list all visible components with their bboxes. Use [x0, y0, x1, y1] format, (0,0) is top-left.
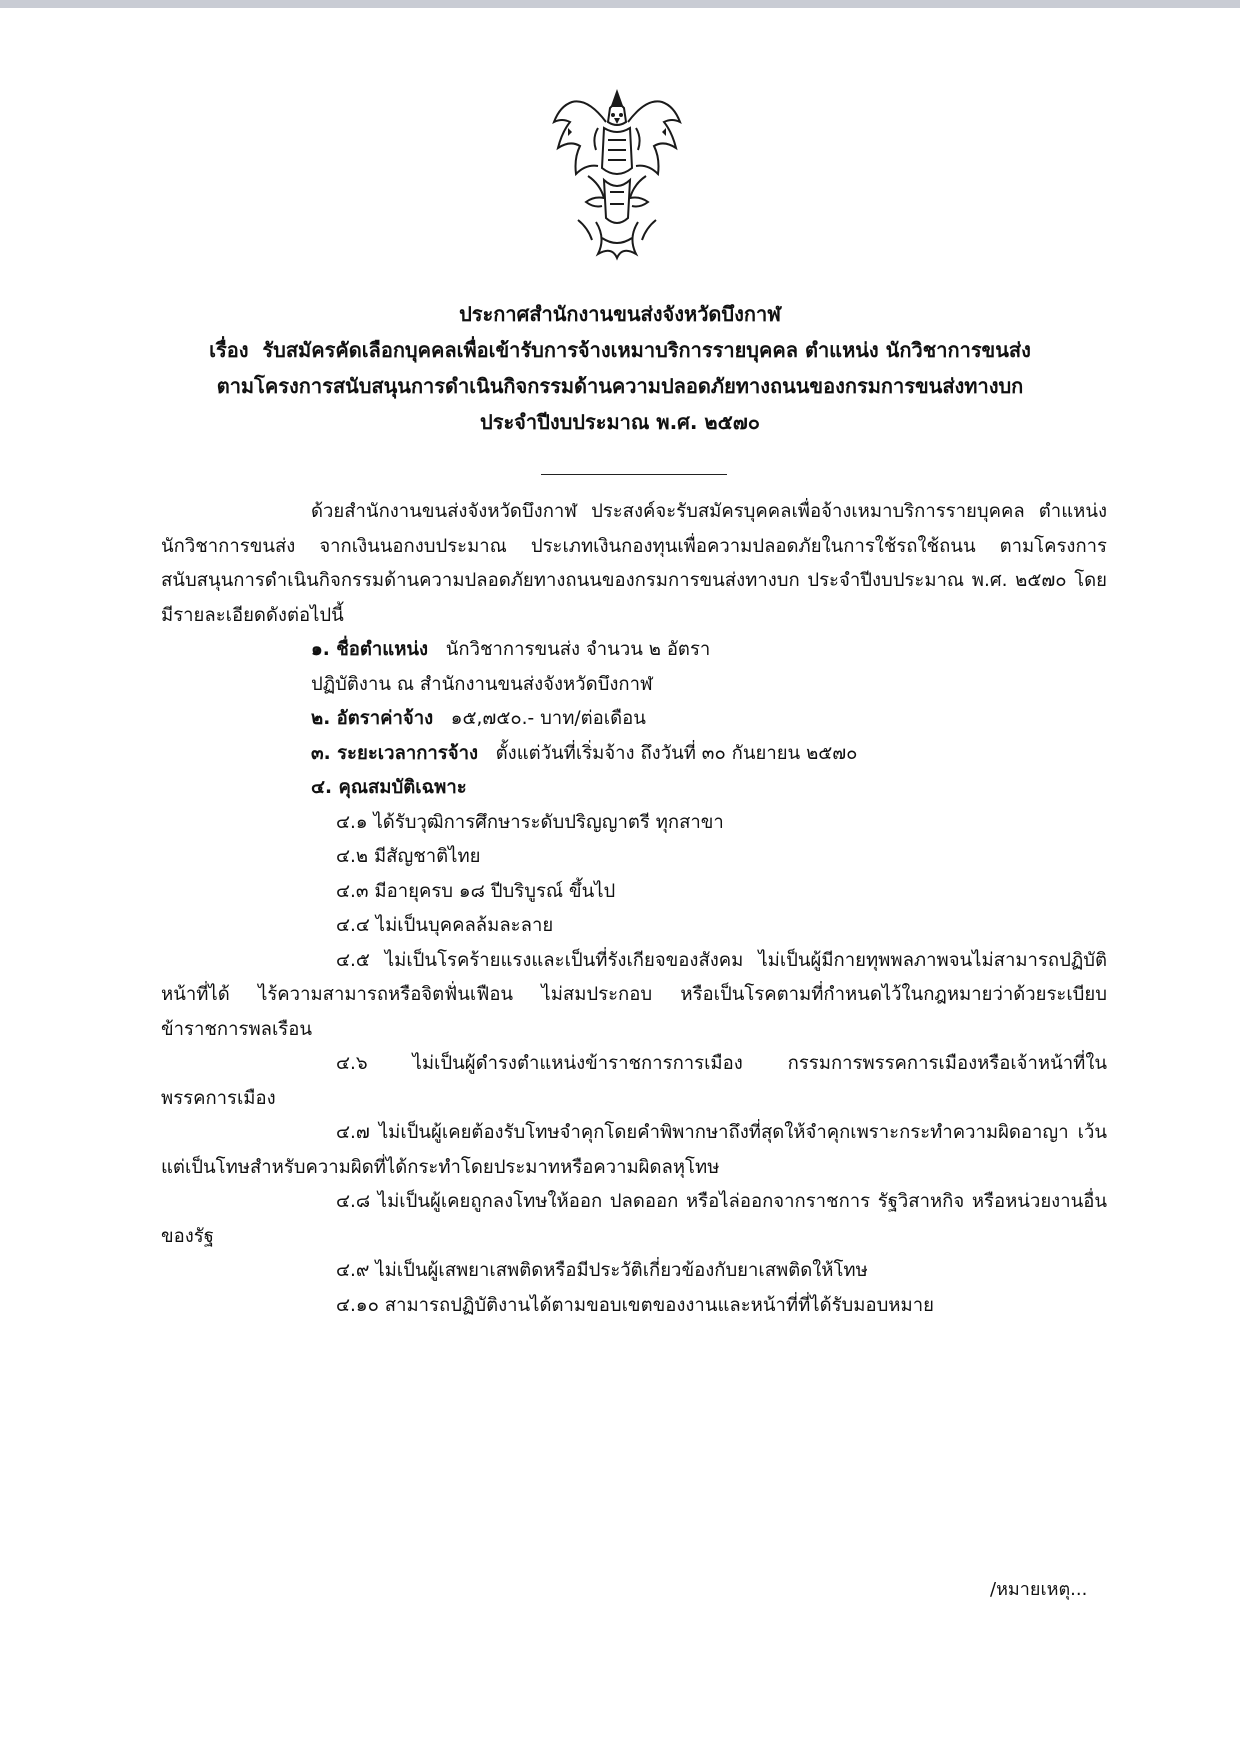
section-position-location-text: ปฏิบัติงาน ณ สำนักงานขนส่งจังหวัดบึงกาฬ [311, 673, 653, 695]
heading-divider [541, 474, 727, 475]
section-duration-text: ตั้งแต่วันที่เริ่มจ้าง ถึงวันที่ ๓๐ กันยายน ๒๕๗๐ [495, 742, 858, 764]
announcement-heading [130, 296, 1110, 440]
qualification-item: ๔.๙ ไม่เป็นผู้เสพยาเสพติดหรือมีประวัติเกี่ยวข้องกับยาเสพติดให้โทษ [336, 1260, 868, 1281]
section-position [161, 633, 1107, 668]
heading-fiscal-year: ประจำปีงบประมาณ พ.ศ. ๒๕๗๐ [480, 410, 760, 434]
section-qualifications [161, 771, 1107, 806]
qualification-item: ๔.๕ ไม่เป็นโรคร้ายแรงและเป็นที่รังเกียจของสังคม ไม่เป็นผู้มีกายทุพพลภาพจนไม่สามารถปฏิบัติหน้าที่ได้ ไร้ความสามารถหรือจิตฟั่นเฟือน ไม่สมประกอบ หรือเป็นโรคตามที่กำหนดไว้ในกฎหมายว่าด้วยระเบียบข้าราชการพลเรือน [161, 949, 1107, 1040]
qualification-item: ๔.๓ มีอายุครบ ๑๘ ปีบริบูรณ์ ขึ้นไป [336, 880, 616, 902]
qualification-item: ๔.๑ ได้รับวุฒิการศึกษาระดับปริญญาตรี ทุกสาขา [336, 811, 724, 833]
section-qualifications-label: ๔. คุณสมบัติเฉพาะ [311, 777, 467, 798]
intro-paragraph: ด้วยสำนักงานขนส่งจังหวัดบึงกาฬ ประสงค์จะรับสมัครบุคคลเพื่อจ้างเหมาบริการรายบุคคล ตำแหน่ง นักวิชาการขนส่ง จากเงินนอกงบประมาณ ประเภทเงินกองทุนเพื่อความปลอดภัยในการใช้รถใช้ถนน ตามโครงการสนับสนุนการดำเนินกิจกรรมด้านความปลอดภัยทางถนนของกรมการขนส่งทางบก ประจำปีงบประมาณ พ.ศ. ๒๕๗๐ โดยมีรายละเอียดดังต่อไปนี้ [161, 501, 1107, 626]
announcement-body [161, 495, 1107, 1323]
section-wage-text: ๑๕,๗๕๐.- บาท/ต่อเดือน [450, 708, 646, 729]
heading-topic-line [130, 332, 1110, 368]
section-wage-label: ๒. อัตราค่าจ้าง [311, 708, 434, 729]
garuda-emblem [548, 88, 686, 268]
section-duration [161, 737, 1107, 772]
scan-top-edge [0, 0, 1240, 8]
section-position-text: นักวิชาการขนส่ง จำนวน ๒ อัตรา [445, 639, 711, 660]
qualification-item: ๔.๘ ไม่เป็นผู้เคยถูกลงโทษให้ออก ปลดออก หรือไล่ออกจากราชการ รัฐวิสาหกิจ หรือหน่วยงานอื่นของรัฐ [161, 1191, 1107, 1247]
qualification-item: ๔.๒ มีสัญชาติไทย [336, 846, 481, 867]
section-position-location [161, 668, 1107, 703]
qualification-item: ๔.๔ ไม่เป็นบุคคลล้มละลาย [336, 915, 554, 936]
continuation-note: /หมายเหตุ... [990, 1579, 1088, 1600]
heading-project: ตามโครงการสนับสนุนการดำเนินกิจกรรมด้านความปลอดภัยทางถนนของกรมการขนส่งทางบก [216, 374, 1024, 398]
qualification-item: ๔.๗ ไม่เป็นผู้เคยต้องรับโทษจำคุกโดยคำพิพากษาถึงที่สุดให้จำคุกเพราะกระทำความผิดอาญา เว้นแต่เป็นโทษสำหรับความผิดที่ได้กระทำโดยประมาทหรือความผิดลหุโทษ [161, 1122, 1107, 1178]
document-page [0, 8, 1240, 1753]
qualification-item: ๔.๖ ไม่เป็นผู้ดำรงตำแหน่งข้าราชการการเมือง กรรมการพรรคการเมืองหรือเจ้าหน้าที่ในพรรคการเมือง [161, 1053, 1107, 1109]
section-position-label: ๑. ชื่อตำแหน่ง [311, 639, 429, 660]
qualification-item: ๔.๑๐ สามารถปฏิบัติงานได้ตามขอบเขตของงานและหน้าที่ที่ได้รับมอบหมาย [336, 1294, 934, 1316]
sections-list [161, 633, 1107, 1323]
heading-topic: รับสมัครคัดเลือกบุคคลเพื่อเข้ารับการจ้างเหมาบริการรายบุคคล ตำแหน่ง นักวิชาการขนส่ง [262, 338, 1031, 362]
section-wage [161, 702, 1107, 737]
heading-title: ประกาศสำนักงานขนส่งจังหวัดบึงกาฬ [459, 302, 781, 326]
section-duration-label: ๓. ระยะเวลาการจ้าง [311, 742, 478, 764]
heading-topic-label: เรื่อง [209, 338, 249, 362]
